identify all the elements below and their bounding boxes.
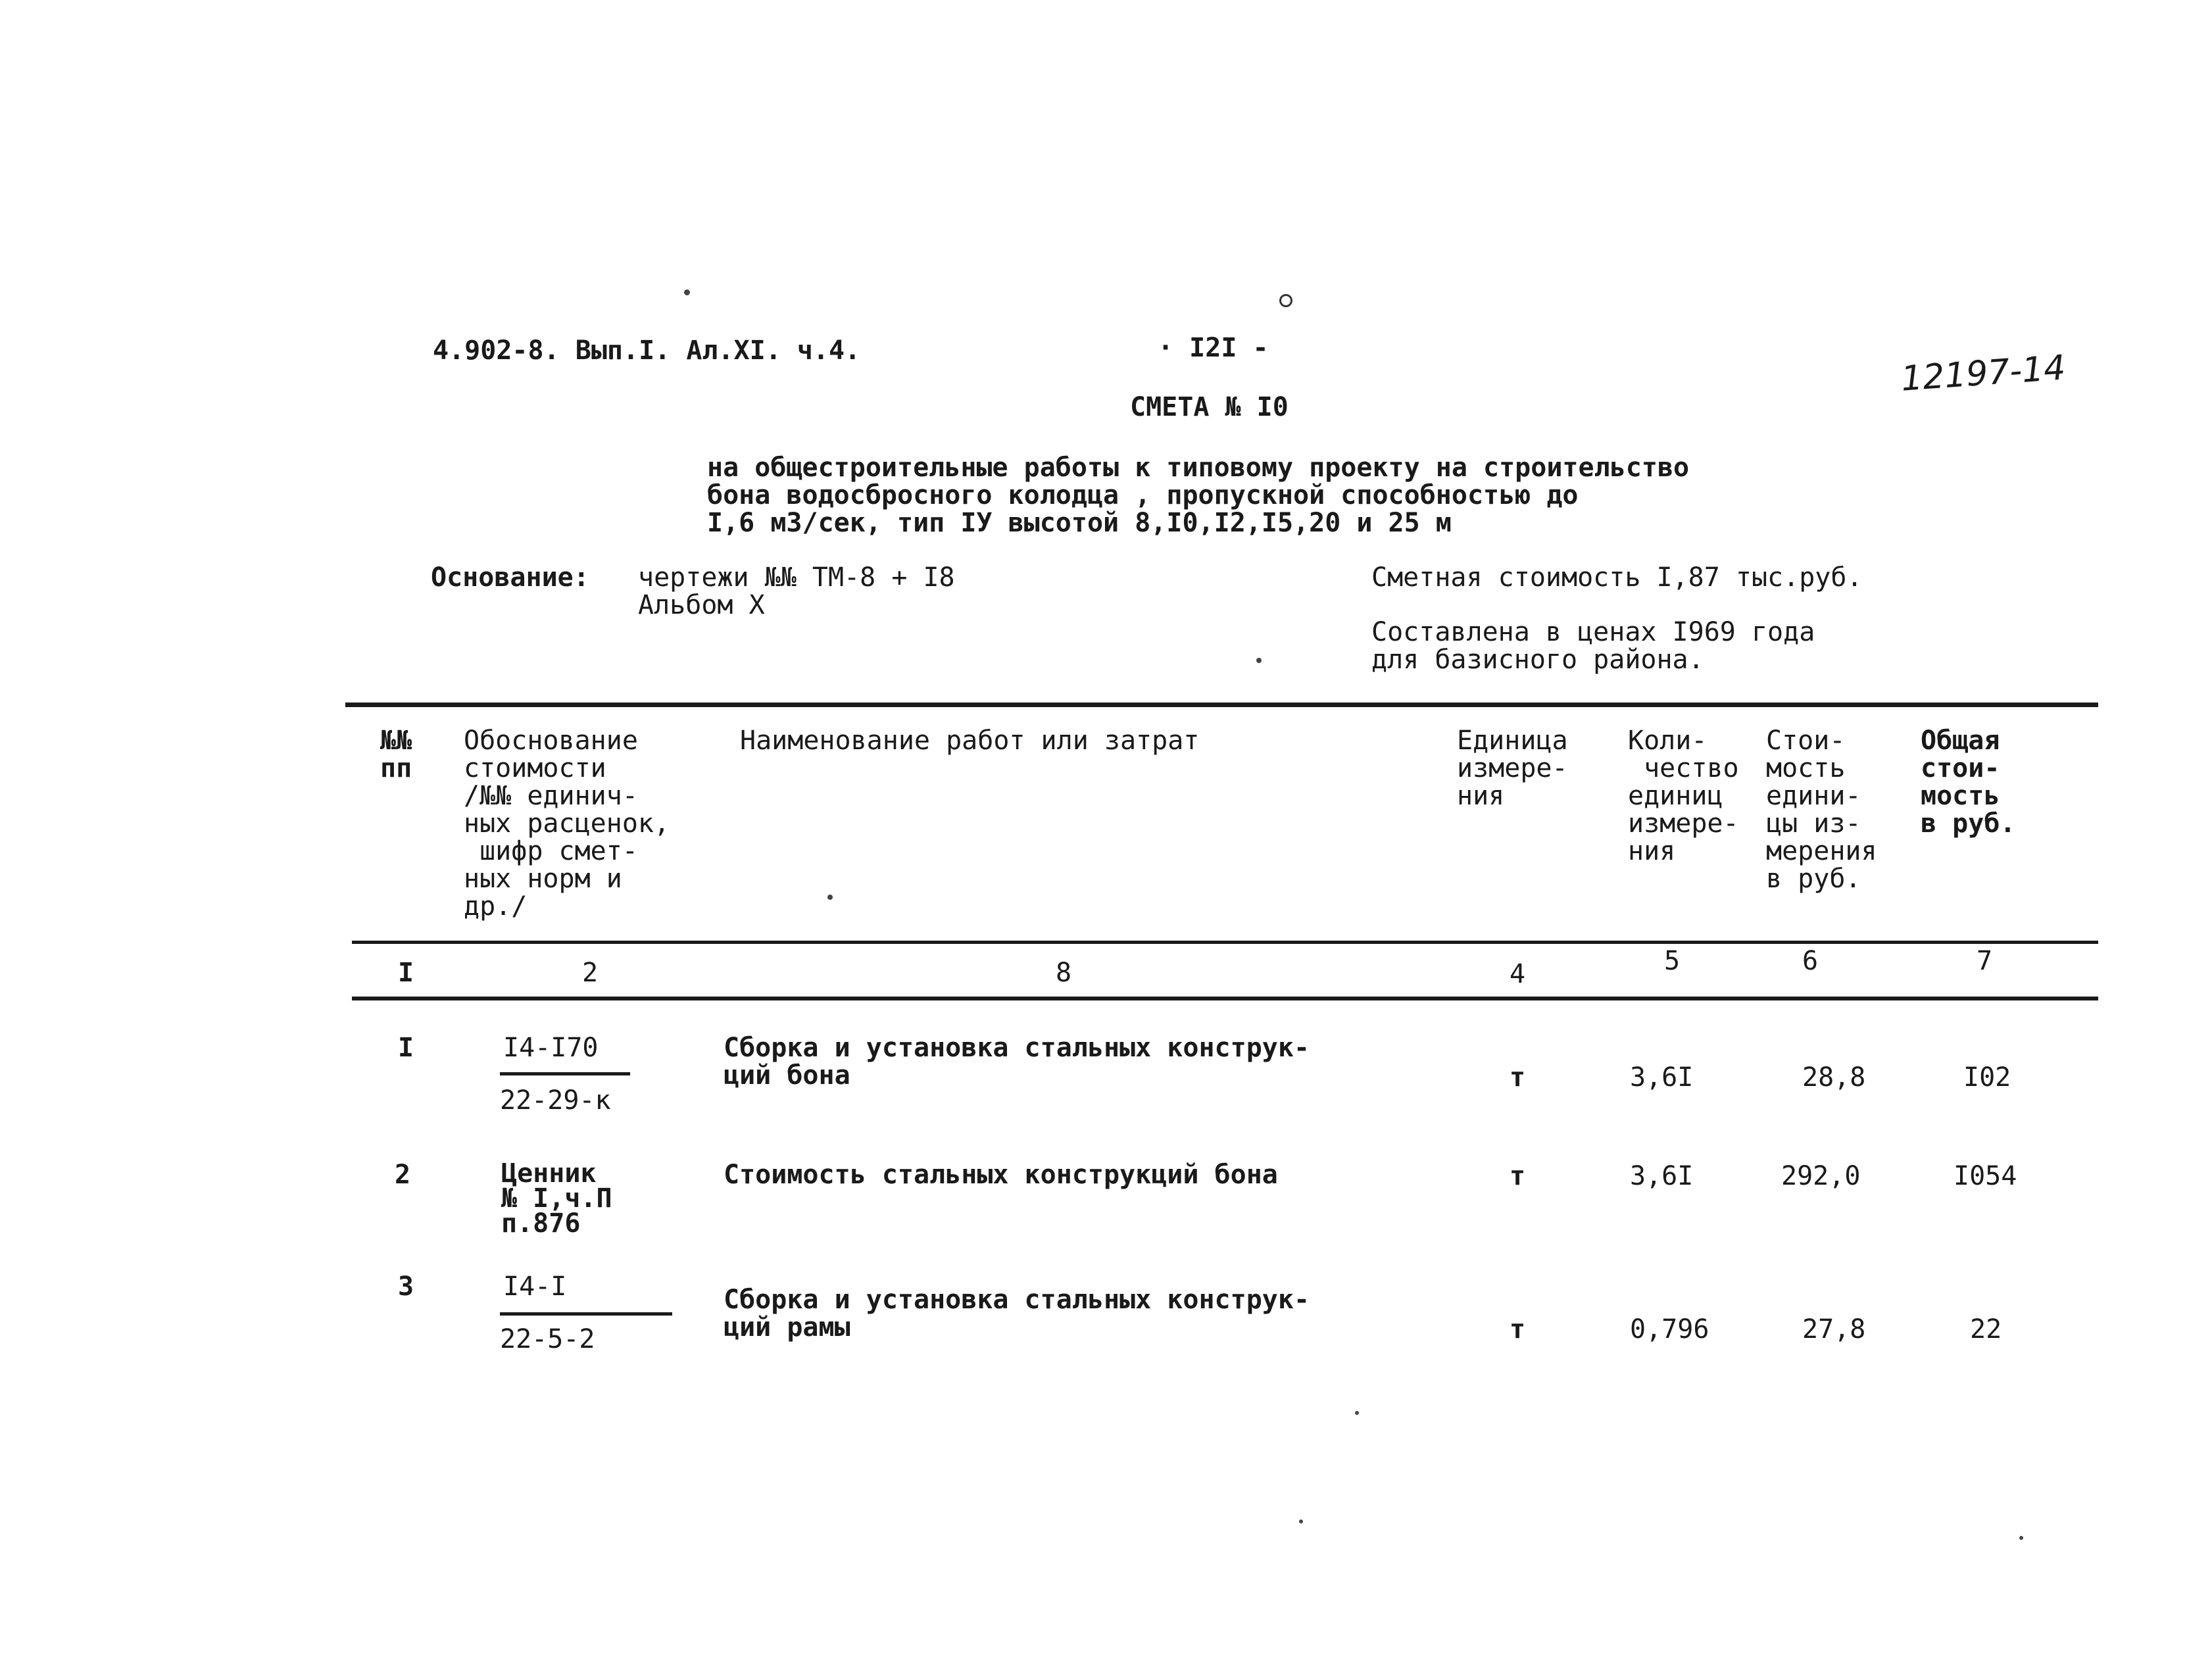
col-number-3: 8 <box>1056 958 1072 988</box>
scan-speck <box>1355 1411 1359 1415</box>
col-number-1: I <box>398 958 414 988</box>
row-2-total: I054 <box>1954 1161 2017 1191</box>
basis-line-1: чертежи №№ ТМ-8 + I8 <box>638 562 955 593</box>
scan-speck <box>684 289 690 295</box>
header-col-4: Единица измере- ния <box>1457 726 1568 811</box>
col-number-4: 4 <box>1510 959 1526 989</box>
row-2-unit-cost: 292,0 <box>1781 1161 1861 1191</box>
col-number-2: 2 <box>582 958 599 988</box>
row-1-basis-bottom: 22-29-к <box>500 1085 611 1116</box>
row-1-name: Сборка и установка стальных конструк- ций бона <box>724 1033 1310 1091</box>
estimated-cost: Сметная стоимость I,87 тыс.руб. <box>1371 562 1863 593</box>
row-1-qty: 3,6I <box>1630 1062 1694 1093</box>
row-3-qty: 0,796 <box>1630 1314 1709 1345</box>
row-3-basis-divider <box>500 1312 672 1316</box>
col-number-7: 7 <box>1977 946 1993 976</box>
row-3-number: 3 <box>398 1271 414 1302</box>
subtitle-line-3: I,6 м3/сек, тип IУ высотой 8,I0,I2,I5,20 и 25 м <box>707 508 1452 538</box>
row-2-unit: т <box>1510 1161 1526 1191</box>
basis-line-2: Альбом Х <box>638 590 765 620</box>
col-number-5: 5 <box>1664 946 1681 976</box>
scan-speck <box>1299 1519 1303 1523</box>
scan-speck <box>827 895 833 900</box>
row-3-unit-cost: 27,8 <box>1802 1314 1866 1345</box>
scan-speck <box>2019 1536 2023 1540</box>
header-col-5: Коли- чество единиц измере- ния <box>1628 726 1739 866</box>
row-3-name: Сборка и установка стальных конструк- ций рамы <box>724 1285 1310 1343</box>
page-number: · I2I - <box>1158 333 1269 363</box>
row-2-basis: Ценник № I,ч.П п.876 <box>501 1158 612 1239</box>
header-col-6: Стои- мость едини- цы из- мерения в руб. <box>1766 726 1877 894</box>
row-2-qty: 3,6I <box>1630 1161 1694 1191</box>
row-3-basis-top: I4-I <box>503 1271 567 1302</box>
page-title: СМЕТА № I0 <box>1130 392 1289 422</box>
scan-speck <box>1279 294 1292 307</box>
document-code: 4.902-8. Вып.I. Ал.XI. ч.4. <box>433 335 861 366</box>
subtitle-line-2: бона водосбросного колодца , пропускной способностью до <box>707 480 1579 510</box>
row-2-name: Стоимость стальных конструкций бона <box>724 1160 1278 1190</box>
basis-label: Основание: <box>431 562 589 593</box>
row-3-basis-bottom: 22-5-2 <box>500 1324 595 1354</box>
prices-note-line-2: для базисного района. <box>1371 645 1704 675</box>
row-1-unit-cost: 28,8 <box>1802 1062 1866 1093</box>
row-1-total: I02 <box>1963 1062 2011 1093</box>
table-top-rule <box>345 703 2098 707</box>
column-numbers-rule <box>352 997 2098 1000</box>
handwritten-number: 12197-14 <box>1900 348 2067 399</box>
header-col-1: №№ пп <box>380 726 412 783</box>
scan-speck <box>1256 658 1262 663</box>
row-1-number: I <box>398 1033 414 1063</box>
col-number-6: 6 <box>1802 946 1819 976</box>
subtitle-line-1: на общестроительные работы к типовому проекту на строительство <box>707 453 1690 483</box>
row-1-basis-top: I4-I70 <box>503 1033 599 1063</box>
header-col-7: Общая стои- мость в руб. <box>1921 726 2016 839</box>
row-2-number: 2 <box>395 1160 411 1190</box>
prices-note-line-1: Составлена в ценах I969 года <box>1371 617 1815 647</box>
row-1-basis-divider <box>500 1072 630 1075</box>
row-1-unit: т <box>1510 1062 1526 1093</box>
header-bottom-rule <box>352 941 2098 944</box>
header-col-2: Обоснование стоимости /№№ единич- ных расценок, шифр смет- ных норм и др./ <box>464 726 670 922</box>
row-3-total: 22 <box>1970 1314 2002 1345</box>
row-3-unit: т <box>1510 1314 1526 1345</box>
header-col-3: Наименование работ или затрат <box>740 726 1200 756</box>
